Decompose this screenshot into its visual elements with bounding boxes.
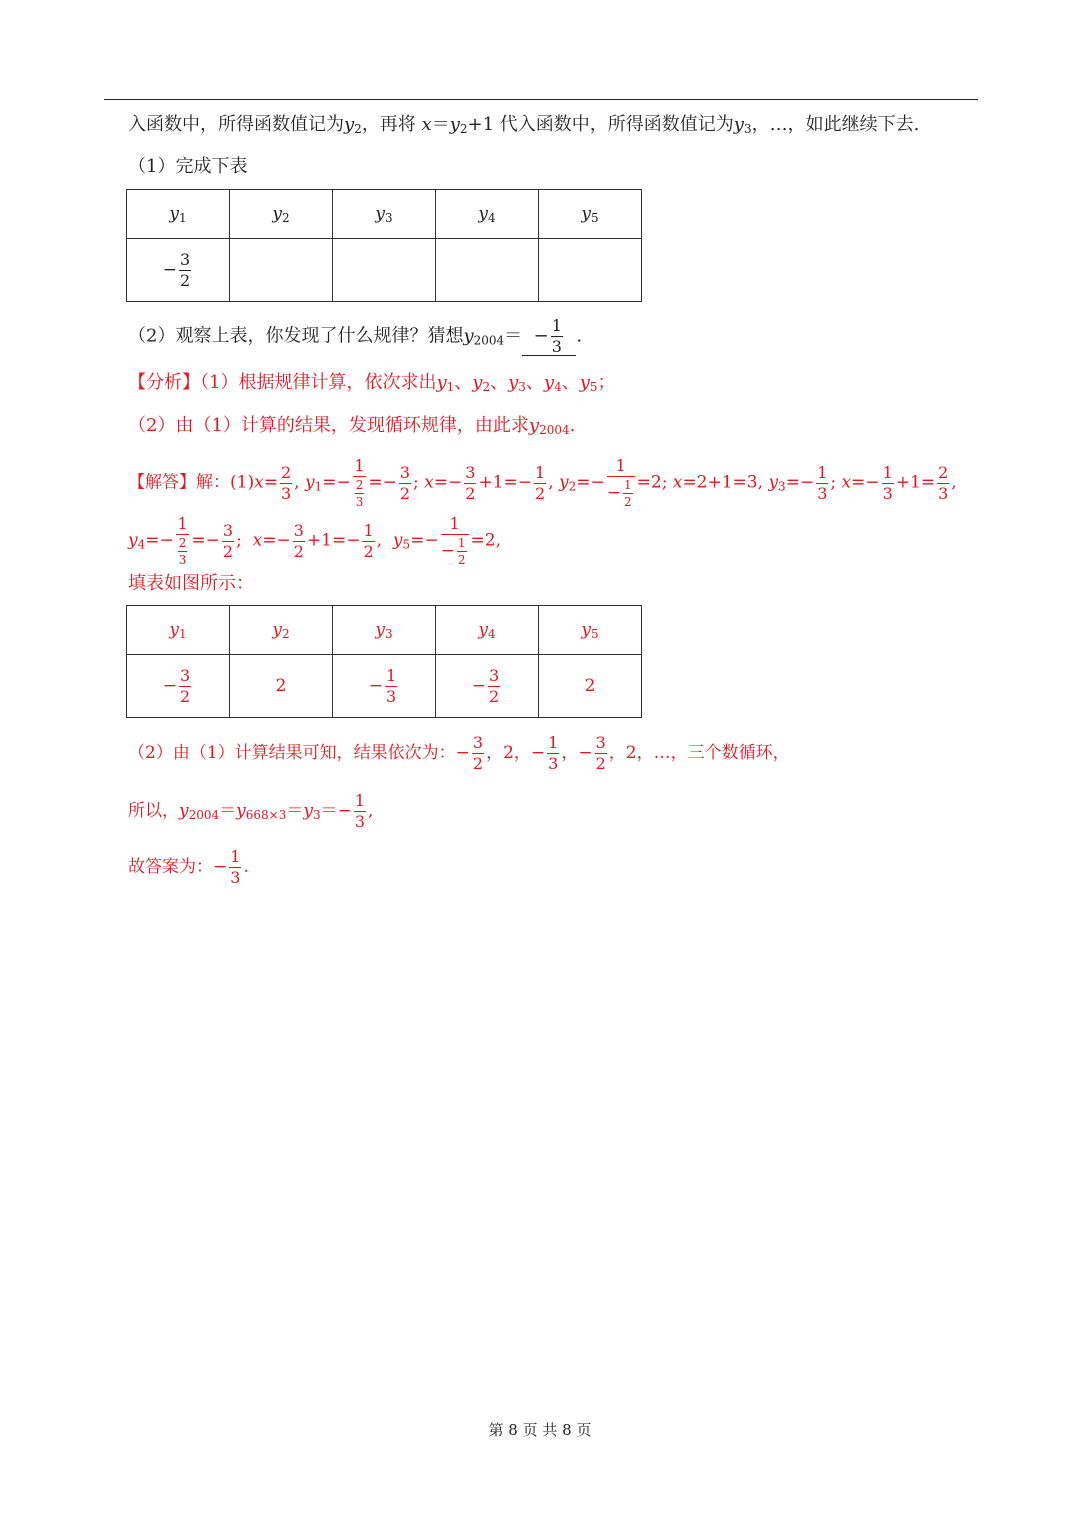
table-1-cell-y3[interactable] <box>333 239 436 302</box>
conclusion-text-1: （2）由（1）计算结果可知，结果依次为： <box>128 743 456 763</box>
table-1-cell-y1: − $\frac{3}{2}$ <box>127 239 230 302</box>
table-2-header-y4: $y_4$ <box>436 606 539 655</box>
answer-sign: − <box>533 325 549 347</box>
solution-line-2: $y_4=-$ $\frac{1}{\frac{2}{3}}$ =− $\frac{3}{2}$ ; x=− $\frac{3}{2}$ +1=− $\frac{1}{2}$ , $y_5=-$ 1 − $\frac{1}{2}$ =2, <box>128 514 501 567</box>
intro-eq: ＝ <box>431 114 450 135</box>
table-1-cell-y5[interactable] <box>539 239 642 302</box>
table-1-header-y4: $y_4$ <box>436 190 539 239</box>
solution-line-1: 【解答】解：(1)x= $\frac{2}{3}$ , $y_1=-$ $\frac{1}{\frac{2}{3}}$ =− $\frac{3}{2}$ ; x=− $\frac{3}{2}$ +1=− $\frac{1}{2}$ , $y_2=-$ 1 − $\frac{1}{2}$ =2; x=2+1=3, $y_3=-$ $\frac{1}{3}$ ; x=− $\frac{1}{3}$ +1= $\frac{2}{3}$ , <box>128 456 957 509</box>
table-1-cell-y4[interactable] <box>436 239 539 302</box>
table-2-header-y5: $y_5$ <box>539 606 642 655</box>
table-2-cell-y1: − $\frac{3}{2}$ <box>127 655 230 718</box>
question-2-text: （2）观察上表，你发现了什么规律？猜想 <box>128 325 464 347</box>
intro-y2-sub: 2 <box>354 122 362 136</box>
table-2-header-y3: $y_3$ <box>333 606 436 655</box>
table-2-cell-y4: − $\frac{3}{2}$ <box>436 655 539 718</box>
table-1 <box>126 189 642 302</box>
intro-text-3: +1 代入函数中，所得函数值记为 <box>467 114 734 135</box>
final-answer-label: 故答案为： <box>128 857 213 877</box>
conclusion-line-2: 所以，$y_{2004}=y_{668\times 3}=y_3=-$ $\frac{1}{3}$ , <box>128 791 374 831</box>
table-1-header-y1: $y_1$ <box>127 190 230 239</box>
table-1-header-y5: $y_5$ <box>539 190 642 239</box>
table-1-header-y3: $y_3$ <box>333 190 436 239</box>
table-2-cell-y2: 2 <box>230 655 333 718</box>
solution-tag: 【解答】 <box>128 472 196 493</box>
header-rule <box>104 99 978 100</box>
conclusion-line-3: 故答案为：− $\frac{1}{3}$ . <box>128 847 249 887</box>
table-1-cell-y2[interactable] <box>230 239 333 302</box>
analysis-text-2: （2）由（1）计算的结果，发现循环规律，由此求 <box>128 415 529 436</box>
intro-x: x <box>421 114 432 135</box>
intro-text-4: ，…，如此继续下去. <box>751 114 920 135</box>
fill-table-text: 填表如图所示： <box>128 573 254 594</box>
table-2 <box>126 605 642 718</box>
analysis-tag: 【分析】 <box>128 372 200 393</box>
analysis-line-2: （2）由（1）计算的结果，发现循环规律，由此求$y_{2004}$. <box>128 415 576 437</box>
answer-blank: − $\frac{1}{3}$ <box>522 318 576 356</box>
intro-y2: y <box>344 114 355 135</box>
intro-line <box>128 113 919 141</box>
question-2: （2）观察上表，你发现了什么规律？猜想$y_{2004}=$ − $\frac{1}{3}$ . <box>128 316 583 356</box>
intro-y2b: y <box>449 114 460 135</box>
intro-y3: y <box>733 114 744 135</box>
intro-y3-sub: 3 <box>743 122 752 136</box>
question-2-y-sub: 2004 <box>473 333 505 348</box>
fill-table-label <box>128 572 254 596</box>
table-2-cell-y3: − $\frac{1}{3}$ <box>333 655 436 718</box>
analysis-text-1: （1）根据规律计算，依次求出 <box>200 372 437 393</box>
question-2-y: y <box>463 325 474 347</box>
table-2-cell-y5: 2 <box>539 655 642 718</box>
intro-y2b-sub: 2 <box>459 122 468 136</box>
page-number: 第 8 页 共 8 页 <box>488 1421 592 1439</box>
intro-text-2: ，再将 <box>361 114 416 135</box>
analysis-line-1: 【分析】（1）根据规律计算，依次求出$y_1$、$y_2$、$y_3$、$y_4$、$y_5$； <box>128 372 616 394</box>
conclusion-line-1: （2）由（1）计算结果可知，结果依次为：− $\frac{3}{2}$ ，2，− $\frac{1}{3}$ ，− $\frac{3}{2}$ ，2，…，三个数循环， <box>128 733 790 773</box>
question-2-eq: ＝ <box>504 325 523 347</box>
table-2-header-y1: $y_1$ <box>127 606 230 655</box>
question-1-text: （1）完成下表 <box>128 156 248 177</box>
table-2-header-y2: $y_2$ <box>230 606 333 655</box>
question-1-label <box>128 155 247 179</box>
page-footer <box>0 1419 1080 1440</box>
table-1-header-y2: $y_2$ <box>230 190 333 239</box>
intro-text-1: 入函数中，所得函数值记为 <box>128 114 344 135</box>
